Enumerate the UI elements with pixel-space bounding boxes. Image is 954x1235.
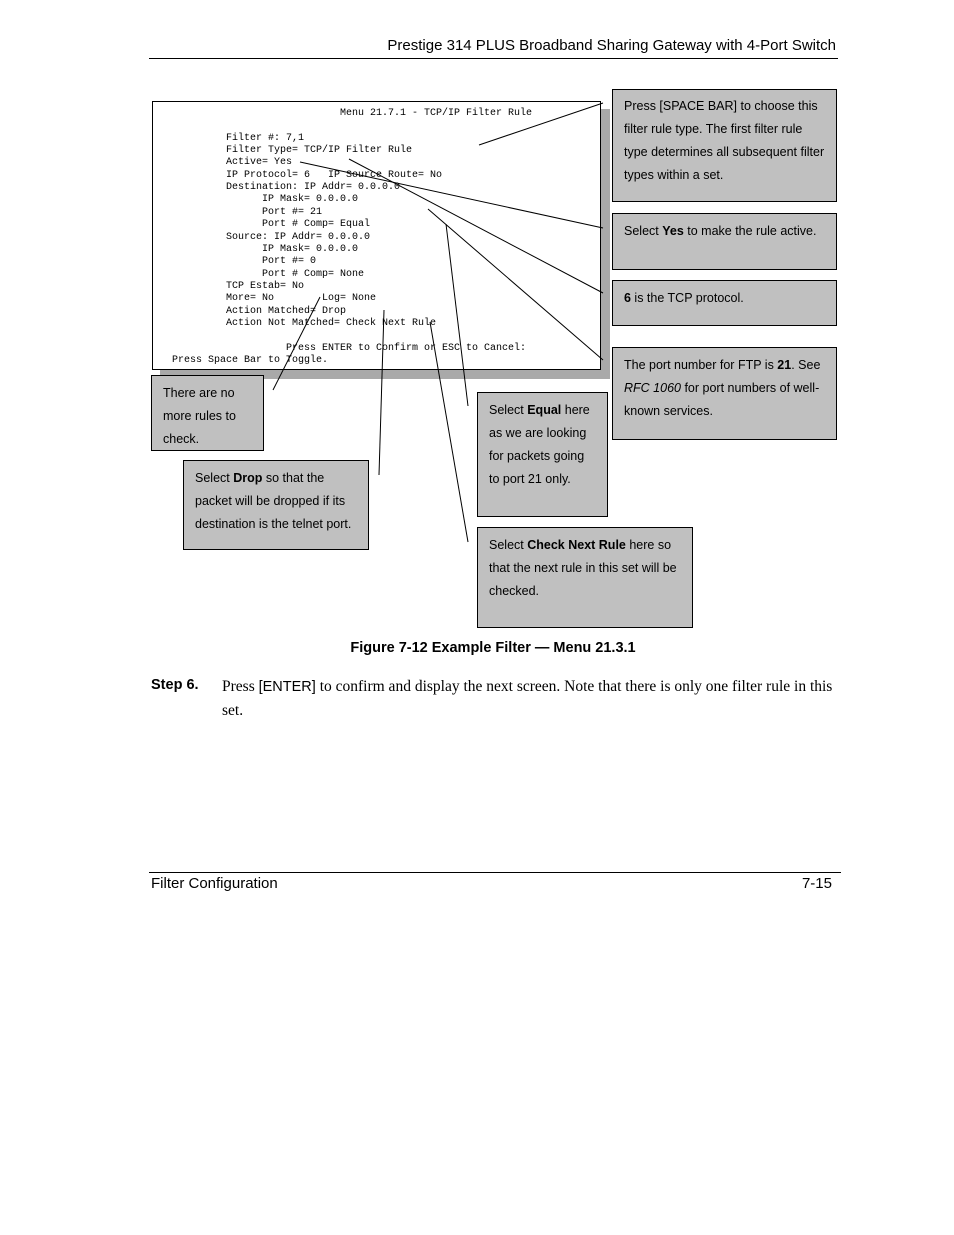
terminal-line: Action Matched= Drop <box>166 305 347 317</box>
footer-rule <box>149 872 841 873</box>
callout-port-italic: RFC 1060 <box>624 381 681 395</box>
terminal-line: IP Mask= 0.0.0.0 <box>166 194 359 206</box>
callout-drop-bold: Drop <box>233 471 263 485</box>
step-text-pre: Press <box>222 678 259 695</box>
footer-section: Filter Configuration <box>151 875 278 892</box>
callout-protocol-bold: 6 <box>624 291 631 305</box>
callout-active <box>612 213 837 270</box>
callout-port-bold: 21 <box>777 358 792 372</box>
callout-drop-pre: Select <box>195 471 234 485</box>
terminal-line: TCP Estab= No <box>166 280 305 292</box>
terminal-line: IP Mask= 0.0.0.0 <box>166 243 359 255</box>
terminal-line: Filter #: 7,1 <box>166 132 305 144</box>
terminal-line: Filter Type= TCP/IP Filter Rule <box>166 145 413 157</box>
step-text-key: [ENTER] <box>258 679 316 695</box>
step-text-post: to confirm and display the next screen. Note that there is only one filter rule in this set. <box>222 678 833 719</box>
callout-port-post: for port numbers of well-known services. <box>624 381 820 418</box>
callout-equal-pre: Select <box>489 403 528 417</box>
callout-active-post: to make the rule active. <box>683 224 817 238</box>
callout-equal-post: here as we are looking for packets going to port 21 only. <box>489 403 590 486</box>
callout-check-next <box>477 527 693 628</box>
terminal-line: IP Protocol= 6 IP Source Route= No <box>166 169 443 181</box>
callout-check-next-post: here so that the next rule in this set will be checked. <box>489 538 677 598</box>
terminal-screen <box>152 101 601 370</box>
callout-equal <box>477 392 608 517</box>
callout-port <box>612 347 837 440</box>
callout-filter-type <box>612 89 837 202</box>
terminal-line: Port #= 21 <box>166 206 323 218</box>
figure-caption: Figure 7-12 Example Filter — Menu 21.3.1 <box>350 640 636 656</box>
callout-port-mid: . See <box>791 358 821 372</box>
callout-filter-type-text: Press [SPACE BAR] to choose this filter rule type. The first filter rule type determines all subsequent filter types within a set. <box>624 99 825 182</box>
callout-active-pre: Select <box>624 224 663 238</box>
callout-check-next-bold: Check Next Rule <box>527 538 626 552</box>
footer-page-number: 7-15 <box>801 875 832 892</box>
step-label: Step 6. <box>151 677 199 693</box>
callout-protocol-post: is the TCP protocol. <box>630 291 744 305</box>
callout-active-bold: Yes <box>662 224 684 238</box>
running-header: Prestige 314 PLUS Broadband Sharing Gateway with 4-Port Switch <box>387 37 836 54</box>
terminal-line: More= No Log= None <box>166 293 377 305</box>
terminal-line: Source: IP Addr= 0.0.0.0 <box>166 231 371 243</box>
callout-more-rules <box>151 375 264 451</box>
callout-more-rules-text: There are no more rules to check. <box>163 386 236 446</box>
callout-check-next-pre: Select <box>489 538 528 552</box>
terminal-line: Port #= 0 <box>166 256 317 268</box>
terminal-line: Press Space Bar to Toggle. <box>166 355 329 366</box>
callout-drop-post: so that the packet will be dropped if its destination is the telnet port. <box>195 471 352 531</box>
callout-equal-bold: Equal <box>527 403 562 417</box>
callout-drop <box>183 460 369 550</box>
terminal-line: Port # Comp= Equal <box>166 219 371 231</box>
terminal-line: Menu 21.7.1 - TCP/IP Filter Rule <box>166 108 533 119</box>
terminal-line: Press ENTER to Confirm or ESC to Cancel: <box>166 342 527 354</box>
step-text <box>222 675 834 722</box>
terminal-line: Destination: IP Addr= 0.0.0.0 <box>166 182 401 194</box>
header-rule <box>149 58 838 59</box>
callout-port-pre: The port number for FTP is <box>624 358 778 372</box>
terminal-line: Active= Yes <box>166 157 293 169</box>
callout-protocol <box>612 280 837 326</box>
terminal-line: Port # Comp= None <box>166 268 365 280</box>
terminal-line: Action Not Matched= Check Next Rule <box>166 317 437 329</box>
